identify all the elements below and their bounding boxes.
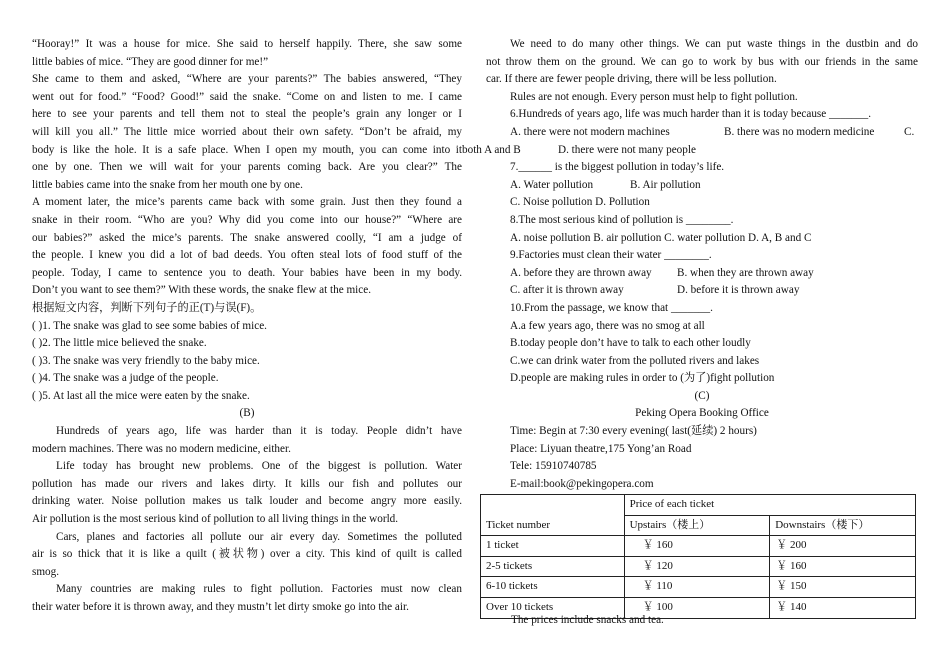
story-line: people. Today, I came to sentence you to death. Your babies have been in my body. [32,266,462,279]
question-9-options-row2 [486,282,918,300]
question-8-options[interactable]: A. noise pollution B. air pollution C. water pollution D. A, B and C [510,231,812,244]
passage-line: We need to do many other things. We can put waste things in the dustbin and do [510,38,918,50]
table-row [481,577,916,598]
passage-line: pollution has made our rivers and lakes dirty. It kills our fish and pollutes our [32,477,462,490]
story-line: She came to them and asked, “Where are your parents?” The babies answered, “They [32,73,462,86]
story-line: one by one. Then we will wait for your parents coming back. Are you clear?” The [32,161,462,174]
cell-downstairs-price: ￥ 140 [770,597,916,618]
question-7-options-row1 [486,177,918,195]
story-line: Don’t you want to see them?” With these words, the snake flew at the mice. [32,284,372,297]
tf-item[interactable]: ( )4. The snake was a judge of the people. [32,372,219,385]
header-upstairs: Upstairs（楼上） [624,515,770,536]
q6-option-d[interactable]: D. there were not many people [558,143,696,156]
tf-item[interactable]: ( )5. At last all the mice were eaten by the snake. [32,389,250,402]
cell-downstairs-price: ￥ 160 [770,556,916,577]
question-8-stem: 8.The most serious kind of pollution is ________. [510,213,734,226]
q9-option-a[interactable]: A. before they are thrown away [510,266,652,279]
passage-line: modern machines. There was no modern medicine, either. [32,442,291,455]
story-line: will kill you all.” The little mice worried about their own safety. “Don’t be afraid, my [32,125,462,138]
passage-line: Air pollution is the most serious kind of pollution to all living things in the world. [32,513,399,526]
story-line: snake in their room. “Who are you? Why did you come into our house?” “Where are [32,213,462,226]
q6-option-a[interactable]: A. there were not modern machines [510,125,670,138]
question-10-stem: 10.From the passage, we know that _______. [510,301,713,314]
cell-ticket-count: 1 ticket [481,536,625,557]
q10-option-d[interactable]: D.people are making rules in order to (为了)fight pollution [510,372,775,385]
story-line: little babies came into the snake from her mouth one by one. [32,178,303,191]
question-7-stem: 7.______ is the biggest pollution in today’s life. [510,161,725,174]
question-7-options-row2[interactable]: C. Noise pollution D. Pollution [510,196,650,209]
story-text [32,36,462,300]
story-line: went out for food.” “Food? Good!” said the snake. “Come on and listen to me. I came [32,90,462,103]
q10-option-b[interactable]: B.today people don’t have to talk to each other loudly [510,337,751,350]
q6-option-c[interactable]: C. [904,125,915,138]
cell-downstairs-price: ￥ 150 [770,577,916,598]
info-email: E-mail:book@pekingopera.com [510,477,654,490]
tf-instruction: 根据短文内容，判断下列句子的正(T)与误(F)。 [32,301,262,314]
info-time: Time: Begin at 7:30 every evening( last(延续) 2 hours) [510,425,757,438]
info-place: Place: Liyuan theatre,175 Yong’an Road [510,442,692,455]
cell-upstairs-price: ￥ 100 [624,597,770,618]
header-ticket-number: Ticket number [481,495,625,536]
passage-line: Many countries are making rules to fight pollution. Factories must now clean [56,583,462,596]
story-line: the people. I knew you did a lot of bad deeds. You often steal lots of food stuff of the [32,249,462,262]
passage-b [32,423,462,617]
question-6-options-row2 [462,142,918,160]
cell-downstairs-price: ￥ 200 [770,536,916,557]
footer-note: The prices include snacks and tea. [511,614,664,626]
passage-line: Life today has brought new problems. One of the biggest is pollution. Water [56,460,462,473]
story-line: here to see your parents and tell them not to steal the people’s grain any longer or I [32,108,462,121]
passage-line: smog. [32,565,60,578]
story-line: little babies of mice. “They are good dinner for me!” [32,55,269,68]
story-line: body is like the hole. It is a safe place. When I open my mouth, you can come into it [32,143,462,156]
question-6-options-row1 [486,124,918,142]
q9-option-c[interactable]: C. after it is thrown away [510,284,624,297]
table-row [481,536,916,557]
question-6-stem: 6.Hundreds of years ago, life was much harder than it is today because _______. [510,108,872,121]
left-column [32,36,462,617]
cell-ticket-count: Over 10 tickets [481,597,625,618]
question-9-options-row1 [486,265,918,283]
tf-item[interactable]: ( )3. The snake was very friendly to the baby mice. [32,354,260,367]
cell-ticket-count: 6-10 tickets [481,577,625,598]
story-line: our babies?” asked the mice’s parents. The snake answered coolly, “I am a judge of [32,231,462,244]
q7-option-a[interactable]: A. Water pollution [510,178,594,191]
cell-ticket-count: 2-5 tickets [481,556,625,577]
passage-line: Rules are not enough. Every person must help to fight pollution. [510,90,798,103]
passage-line: Hundreds of years ago, life was harder than it is today. People didn’t have [56,425,462,438]
info-tele: Tele: 15910740785 [510,460,597,473]
q6-option-b[interactable]: B. there was no modern medicine [724,125,875,138]
passage-line: car. If there are fewer people driving, there will be less pollution. [486,73,777,86]
q7-option-b[interactable]: B. Air pollution [630,178,701,191]
q10-option-c[interactable]: C.we can drink water from the polluted rivers and lakes [510,354,760,367]
cell-upstairs-price: ￥ 120 [624,556,770,577]
cell-upstairs-price: ￥ 160 [624,536,770,557]
story-line: A moment later, the mice’s parents came back with some grain. Just then they found a [32,196,462,209]
tf-item[interactable]: ( )2. The little mice believed the snake. [32,337,207,350]
q9-option-d[interactable]: D. before it is thrown away [677,284,800,297]
office-title: Peking Opera Booking Office [635,407,769,420]
q6-option-c-cont[interactable]: both A and B [462,143,521,156]
q9-option-b[interactable]: B. when they are thrown away [677,266,814,279]
header-downstairs: Downstairs（楼下） [770,515,916,536]
passage-line: their water before it is thrown away, and they mustn’t let dirty smoke go into the air. [32,601,409,613]
story-line: “Hooray!” It was a house for mice. She said to herself happily. There, she saw some [32,38,462,50]
passage-line: Cars, planes and factories all pollute our air every day. Sometimes the polluted [56,530,462,543]
tf-questions [32,318,462,406]
q10-option-a[interactable]: A.a few years ago, there was no smog at all [510,319,705,332]
cell-upstairs-price: ￥ 110 [624,577,770,598]
passage-line: air is so thick that it is like a quilt (被状物) over a city. This kind of quilt is called [32,548,462,561]
right-column [462,36,918,493]
header-price: Price of each ticket [624,495,915,516]
section-b-title: (B) [239,407,255,420]
table-header-row [481,495,916,516]
passage-line: not throw them on the ground. We can go to work by bus with our friends in the same [486,55,918,68]
ticket-price-table [480,494,916,619]
tf-item[interactable]: ( )1. The snake was glad to see some babies of mice. [32,319,267,332]
question-9-stem: 9.Factories must clean their water ________. [510,249,712,262]
section-c-title: (C) [694,389,710,402]
passage-line: drinking water. Noise pollution makes us talk louder and become angry more easily. [32,495,462,508]
table-row [481,556,916,577]
